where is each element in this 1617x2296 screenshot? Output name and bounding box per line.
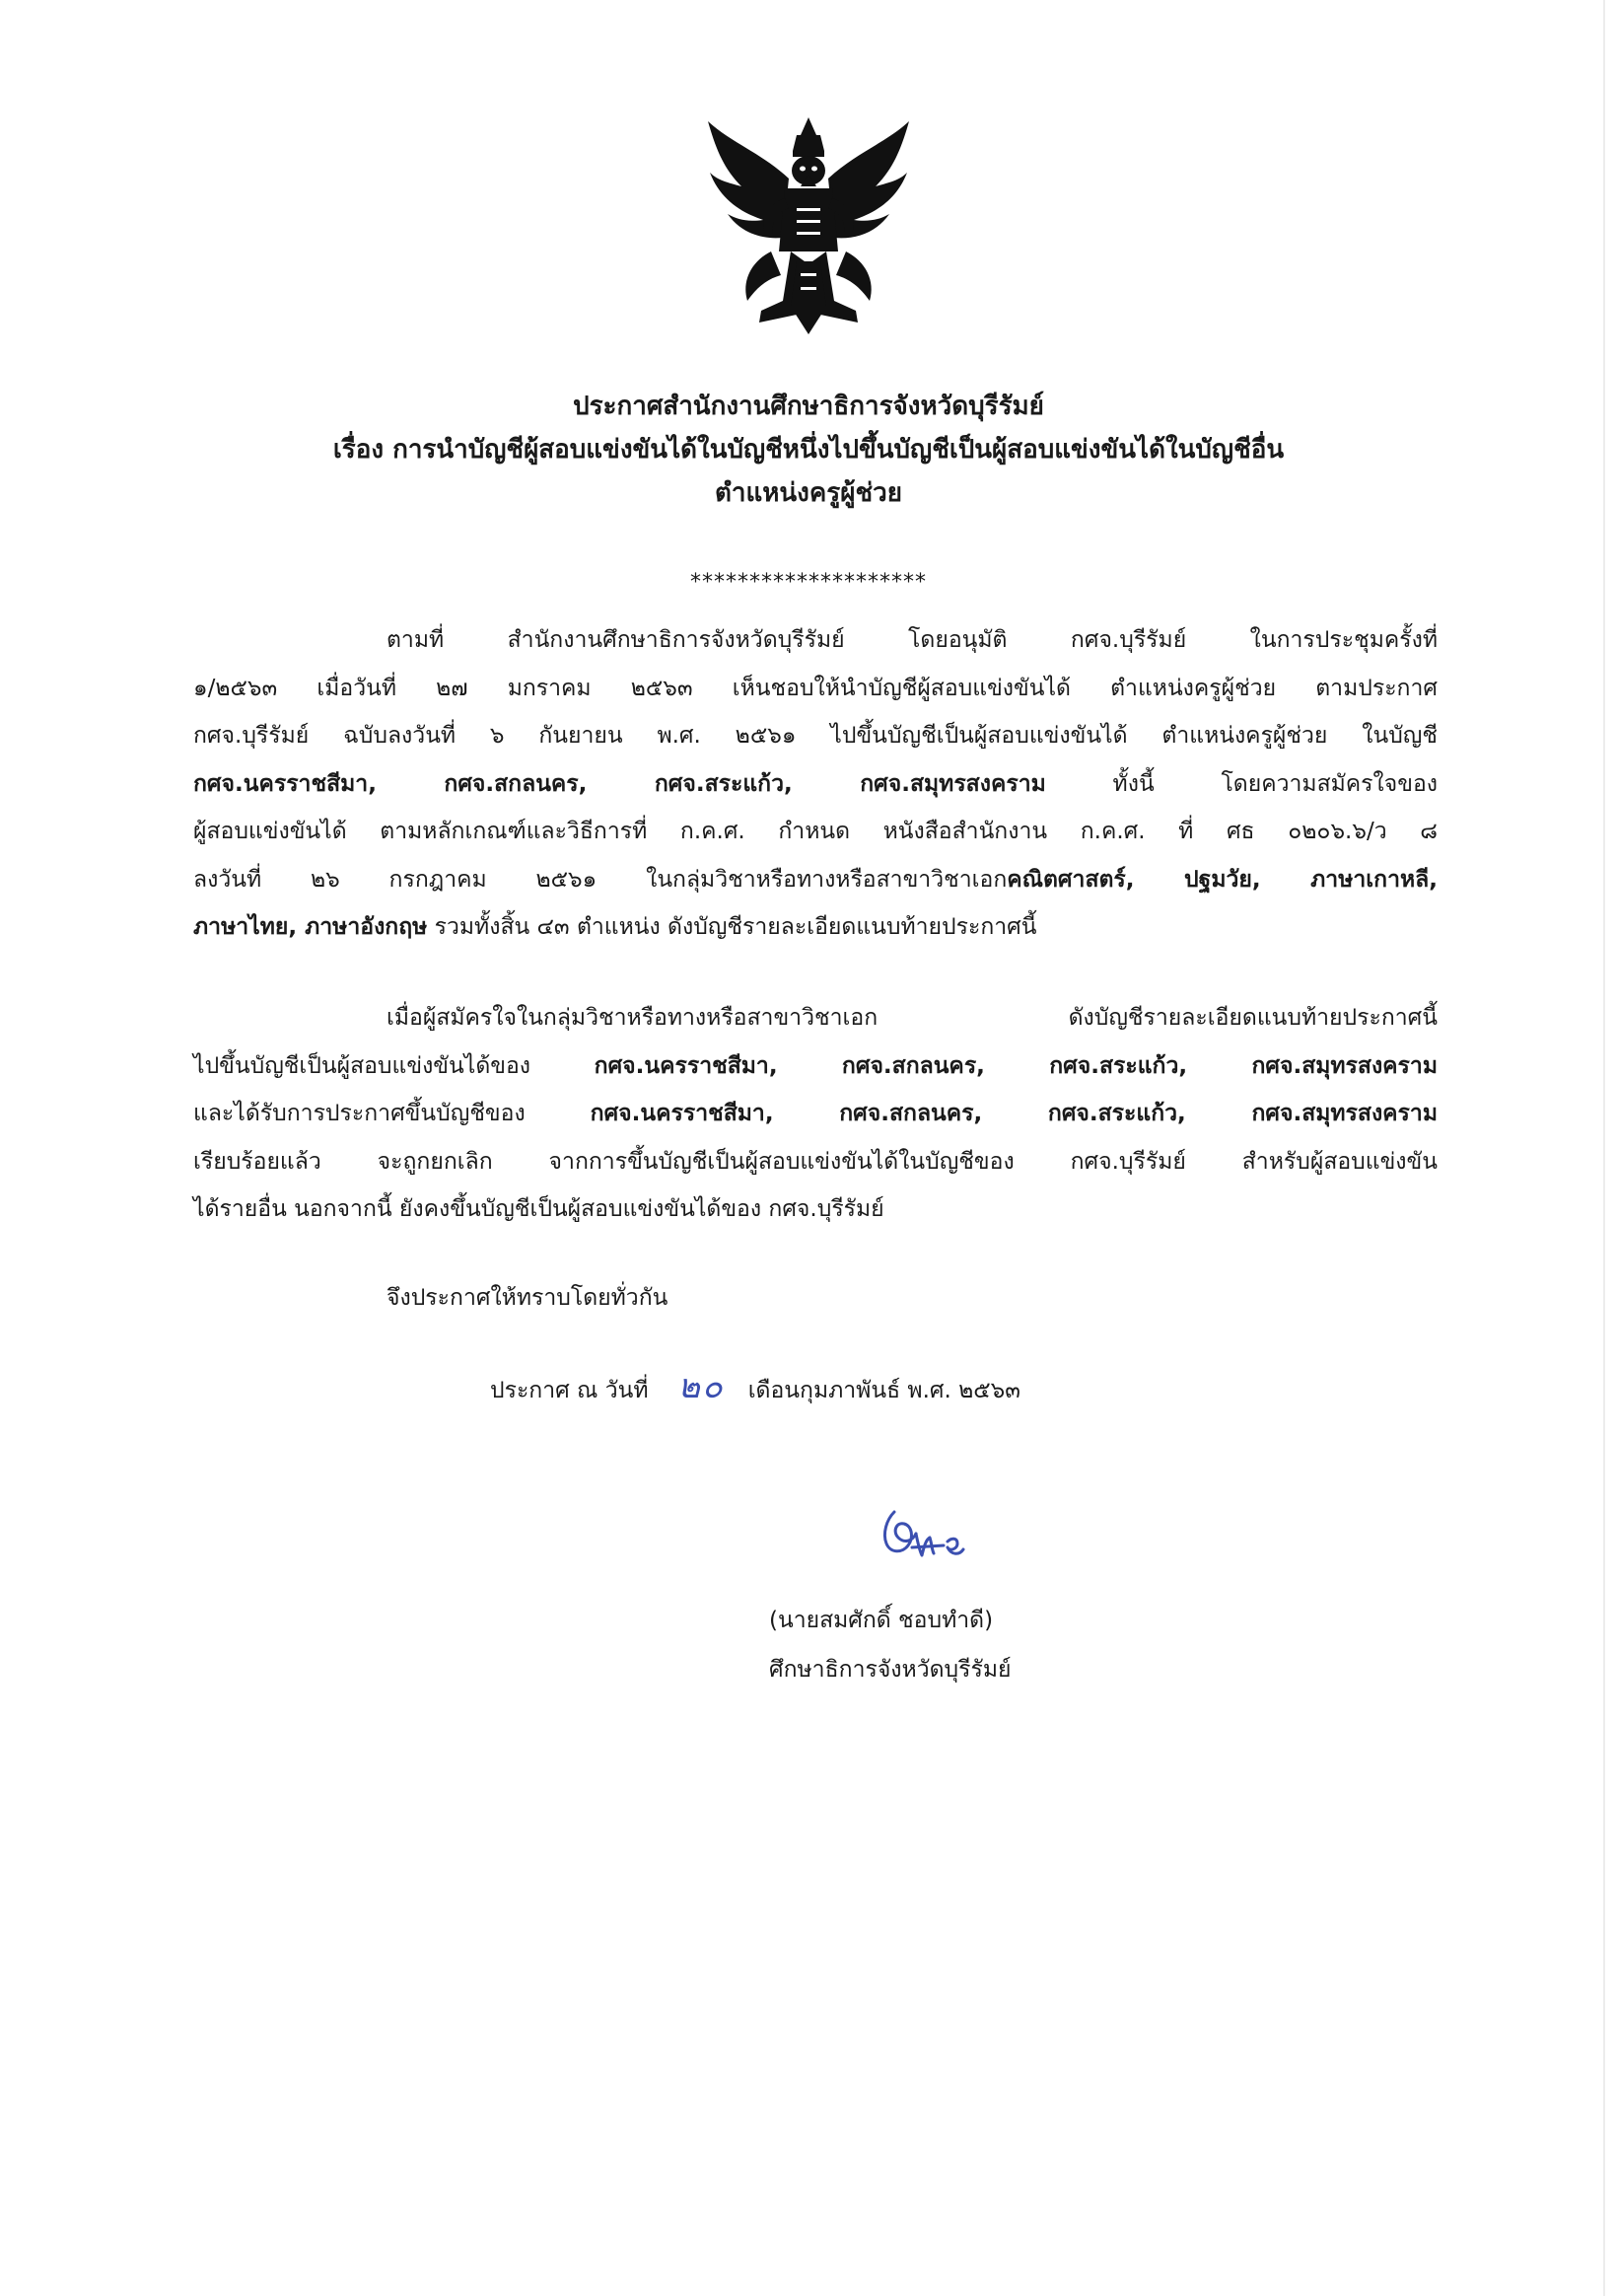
date-suffix: เดือนกุมภาพันธ์ พ.ศ. ๒๕๖๓ xyxy=(747,1378,1021,1403)
document-header xyxy=(197,385,1420,515)
paragraph-line: ตามที่ สำนักงานศึกษาธิการจังหวัดบุรีรัมย์ โดยอนุมัติ กศจ.บุรีรัมย์ ในการประชุมครั้งที่ xyxy=(387,627,1438,653)
handwritten-signature xyxy=(873,1504,981,1573)
date-prefix: ประกาศ ณ วันที่ xyxy=(490,1378,649,1403)
paragraph-text: ลงวันที่ ๒๖ กรกฎาคม ๒๕๖๑ ในกลุ่มวิชาหรือทางหรือสาขาวิชาเอก xyxy=(193,866,1008,893)
subject-list-bold: คณิตศาสตร์, ปฐมวัย, ภาษาเกาหลี, xyxy=(1007,866,1438,893)
body-paragraph-1 xyxy=(193,616,1438,952)
signatory-title: ศึกษาธิการจังหวัดบุรีรัมย์ xyxy=(769,1657,1012,1683)
paragraph-line: เมื่อผู้สมัครใจในกลุ่มวิชาหรือทางหรือสาขาวิชาเอก ดังบัญชีรายละเอียดแนบท้ายประกาศนี้ xyxy=(387,1005,1438,1031)
subject-list-bold: ภาษาไทย, ภาษาอังกฤษ xyxy=(193,914,428,940)
garuda-emblem-icon xyxy=(702,113,915,336)
paragraph-text: ทั้งนี้ โดยความสมัครใจของ xyxy=(1045,770,1439,797)
page-edge-shadow xyxy=(1603,0,1605,2296)
announcement-position: ตำแหน่งครูผู้ช่วย xyxy=(715,478,902,508)
paragraph-line xyxy=(193,856,1438,904)
body-paragraph-2 xyxy=(193,994,1438,1234)
committee-list-bold: กศจ.นครราชสีมา, กศจ.สกลนคร, กศจ.สระแก้ว, กศจ.สมุทรสงคราม xyxy=(193,770,1046,797)
handwritten-day: ๒๐ xyxy=(677,1367,725,1406)
separator: ******************** xyxy=(690,570,927,595)
paragraph-text: รวมทั้งสิ้น ๔๓ ตำแหน่ง ดังบัญชีรายละเอียดแนบท้ายประกาศนี้ xyxy=(427,914,1037,940)
paragraph-line xyxy=(193,903,1438,952)
committee-list-bold: กศจ.นครราชสีมา, กศจ.สกลนคร, กศจ.สระแก้ว, กศจ.สมุทรสงคราม xyxy=(594,1052,1438,1079)
paragraph-text: ไปขึ้นบัญชีเป็นผู้สอบแข่งขันได้ของ xyxy=(193,1052,595,1079)
signatory-block xyxy=(769,1596,1012,1694)
paragraph-line: ผู้สอบแข่งขันได้ ตามหลักเกณฑ์และวิธีการที่ ก.ค.ศ. กำหนด หนังสือสำนักงาน ก.ค.ศ. ที่ ศธ ๐๒๐๖.๖/ว ๘ xyxy=(193,819,1438,844)
announcement-closing: จึงประกาศให้ทราบโดยทั่วกัน xyxy=(387,1285,668,1311)
signatory-name: (นายสมศักดิ์ ชอบทำดี) xyxy=(769,1608,994,1633)
paragraph-line: ได้รายอื่น นอกจากนี้ ยังคงขึ้นบัญชีเป็นผู้สอบแข่งขันได้ของ กศจ.บุรีรัมย์ xyxy=(193,1196,884,1222)
announcement-title: ประกาศสำนักงานศึกษาธิการจังหวัดบุรีรัมย์ xyxy=(573,392,1044,421)
paragraph-line: กศจ.บุรีรัมย์ ฉบับลงวันที่ ๖ กันยายน พ.ศ. ๒๕๖๑ ไปขึ้นบัญชีเป็นผู้สอบแข่งขันได้ ตำแหน่งครูผู้ช่วย ในบัญชี xyxy=(193,723,1438,749)
paragraph-line xyxy=(193,1042,1438,1091)
paragraph-line: ๑/๒๕๖๓ เมื่อวันที่ ๒๗ มกราคม ๒๕๖๓ เห็นชอบให้นำบัญชีผู้สอบแข่งขันได้ ตำแหน่งครูผู้ช่วย ตามประกาศ xyxy=(193,675,1438,701)
announcement-date xyxy=(490,1363,1020,1414)
announcement-subject: เรื่อง การนำบัญชีผู้สอบแข่งขันได้ในบัญชีหนึ่งไปขึ้นบัญชีเป็นผู้สอบแข่งขันได้ในบัญชีอื่น xyxy=(332,435,1285,465)
paragraph-line: เรียบร้อยแล้ว จะถูกยกเลิก จากการขึ้นบัญชีเป็นผู้สอบแข่งขันได้ในบัญชีของ กศจ.บุรีรัมย์ สำหรับผู้สอบแข่งขัน xyxy=(193,1148,1438,1175)
paragraph-text: และได้รับการประกาศขึ้นบัญชีของ xyxy=(193,1101,591,1126)
committee-list-bold: กศจ.นครราชสีมา, กศจ.สกลนคร, กศจ.สระแก้ว, กศจ.สมุทรสงคราม xyxy=(590,1101,1438,1126)
paragraph-line xyxy=(193,760,1438,809)
paragraph-line xyxy=(193,1090,1438,1138)
